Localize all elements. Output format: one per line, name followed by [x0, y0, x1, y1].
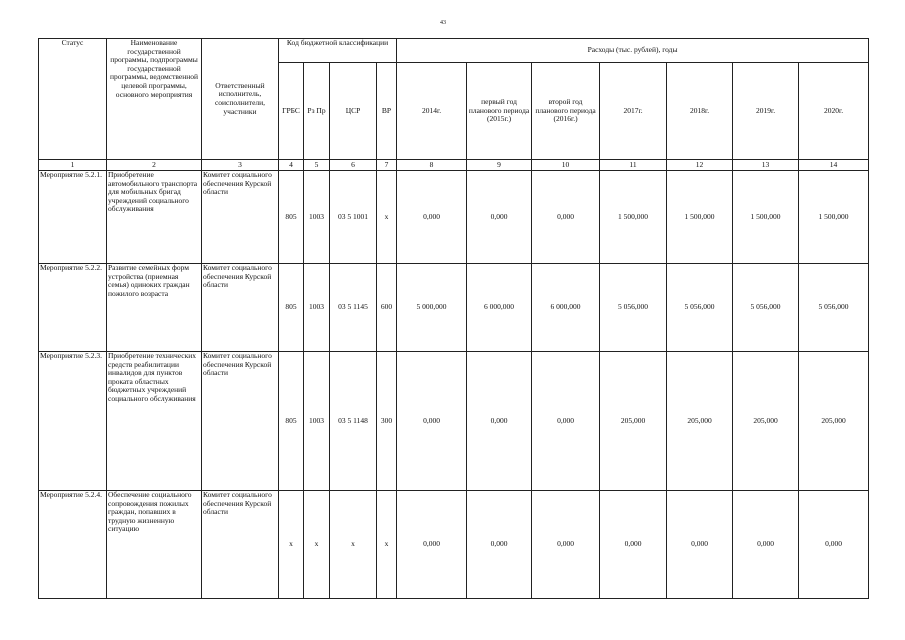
- row-rzpr: 1003: [304, 264, 330, 352]
- row-value-2019: 205,000: [733, 352, 799, 491]
- header-status: Статус: [39, 39, 107, 160]
- row-status: Мероприятие 5.2.2.: [39, 264, 107, 352]
- row-grbs: x: [279, 491, 304, 599]
- row-status: Мероприятие 5.2.1.: [39, 171, 107, 264]
- column-number: 10: [532, 160, 600, 171]
- row-vr: 300: [377, 352, 397, 491]
- header-2016: второй год планового периода (2016г.): [532, 63, 600, 160]
- column-number: 8: [397, 160, 467, 171]
- header-name: Наименование государственной программы, подпрограммы государственной программы, ведомственной целевой программы, основного мероприятия: [107, 39, 202, 160]
- row-csr: x: [330, 491, 377, 599]
- row-csr: 03 5 1001: [330, 171, 377, 264]
- row-vr: x: [377, 491, 397, 599]
- row-rzpr: x: [304, 491, 330, 599]
- row-grbs: 805: [279, 264, 304, 352]
- row-value-2014: 0,000: [397, 491, 467, 599]
- header-executor: Ответственный исполнитель, соисполнители, участники: [202, 39, 279, 160]
- row-executor: Комитет социального обеспечения Курской области: [202, 352, 279, 491]
- header-expenses: Расходы (тыс. рублей), годы: [397, 39, 869, 63]
- row-value-2015: 0,000: [467, 491, 532, 599]
- row-value-2017: 5 056,000: [600, 264, 667, 352]
- row-value-2015: 6 000,000: [467, 264, 532, 352]
- header-budget-code: Код бюджетной классификации: [279, 39, 397, 63]
- column-number: 12: [667, 160, 733, 171]
- column-number: 4: [279, 160, 304, 171]
- row-value-2016: 0,000: [532, 352, 600, 491]
- header-grbs: ГРБС: [279, 63, 304, 160]
- row-executor: Комитет социального обеспечения Курской области: [202, 491, 279, 599]
- row-value-2014: 0,000: [397, 171, 467, 264]
- column-number: 11: [600, 160, 667, 171]
- row-vr: x: [377, 171, 397, 264]
- row-value-2019: 1 500,000: [733, 171, 799, 264]
- row-value-2018: 205,000: [667, 352, 733, 491]
- row-value-2016: 0,000: [532, 171, 600, 264]
- header-vr: ВР: [377, 63, 397, 160]
- row-name: Развитие семейных форм устройства (приемная семья) одиноких граждан пожилого возраста: [107, 264, 202, 352]
- row-value-2015: 0,000: [467, 171, 532, 264]
- header-2015: первый год планового периода (2015г.): [467, 63, 532, 160]
- column-number: 3: [202, 160, 279, 171]
- row-value-2017: 205,000: [600, 352, 667, 491]
- row-value-2019: 0,000: [733, 491, 799, 599]
- row-value-2014: 5 000,000: [397, 264, 467, 352]
- header-2019: 2019г.: [733, 63, 799, 160]
- row-csr: 03 5 1148: [330, 352, 377, 491]
- table-row: [39, 171, 869, 264]
- row-value-2020: 1 500,000: [799, 171, 869, 264]
- column-number: 9: [467, 160, 532, 171]
- header-2020: 2020г.: [799, 63, 869, 160]
- row-name: Приобретение автомобильного транспорта для мобильных бригад учреждений социального обслуживания: [107, 171, 202, 264]
- row-value-2014: 0,000: [397, 352, 467, 491]
- table-row: [39, 491, 869, 599]
- row-csr: 03 5 1145: [330, 264, 377, 352]
- table-row: [39, 352, 869, 491]
- header-2014: 2014г.: [397, 63, 467, 160]
- row-value-2016: 0,000: [532, 491, 600, 599]
- row-status: Мероприятие 5.2.4.: [39, 491, 107, 599]
- row-value-2018: 5 056,000: [667, 264, 733, 352]
- column-number: 5: [304, 160, 330, 171]
- row-executor: Комитет социального обеспечения Курской области: [202, 171, 279, 264]
- row-value-2020: 0,000: [799, 491, 869, 599]
- column-number: 2: [107, 160, 202, 171]
- header-rzpr: Рз Пр: [304, 63, 330, 160]
- row-name: Обеспечение социального сопровождения пожилых граждан, попавших в трудную жизненную ситуацию: [107, 491, 202, 599]
- page-number: 43: [440, 20, 446, 26]
- header-csr: ЦСР: [330, 63, 377, 160]
- row-rzpr: 1003: [304, 171, 330, 264]
- column-number: 6: [330, 160, 377, 171]
- table-row: [39, 264, 869, 352]
- budget-table: [38, 38, 869, 599]
- row-rzpr: 1003: [304, 352, 330, 491]
- row-value-2018: 0,000: [667, 491, 733, 599]
- row-grbs: 805: [279, 352, 304, 491]
- row-value-2017: 0,000: [600, 491, 667, 599]
- row-value-2015: 0,000: [467, 352, 532, 491]
- row-name: Приобретение технических средств реабилитации инвалидов для пунктов проката областных бюджетных учреждений социального обслуживания: [107, 352, 202, 491]
- column-number: 1: [39, 160, 107, 171]
- row-value-2018: 1 500,000: [667, 171, 733, 264]
- column-number: 14: [799, 160, 869, 171]
- row-status: Мероприятие 5.2.3.: [39, 352, 107, 491]
- row-value-2020: 5 056,000: [799, 264, 869, 352]
- column-number: 13: [733, 160, 799, 171]
- header-2018: 2018г.: [667, 63, 733, 160]
- header-2017: 2017г.: [600, 63, 667, 160]
- row-vr: 600: [377, 264, 397, 352]
- row-value-2017: 1 500,000: [600, 171, 667, 264]
- row-grbs: 805: [279, 171, 304, 264]
- row-value-2020: 205,000: [799, 352, 869, 491]
- row-executor: Комитет социального обеспечения Курской области: [202, 264, 279, 352]
- row-value-2016: 6 000,000: [532, 264, 600, 352]
- column-number-row: [39, 160, 869, 171]
- row-value-2019: 5 056,000: [733, 264, 799, 352]
- column-number: 7: [377, 160, 397, 171]
